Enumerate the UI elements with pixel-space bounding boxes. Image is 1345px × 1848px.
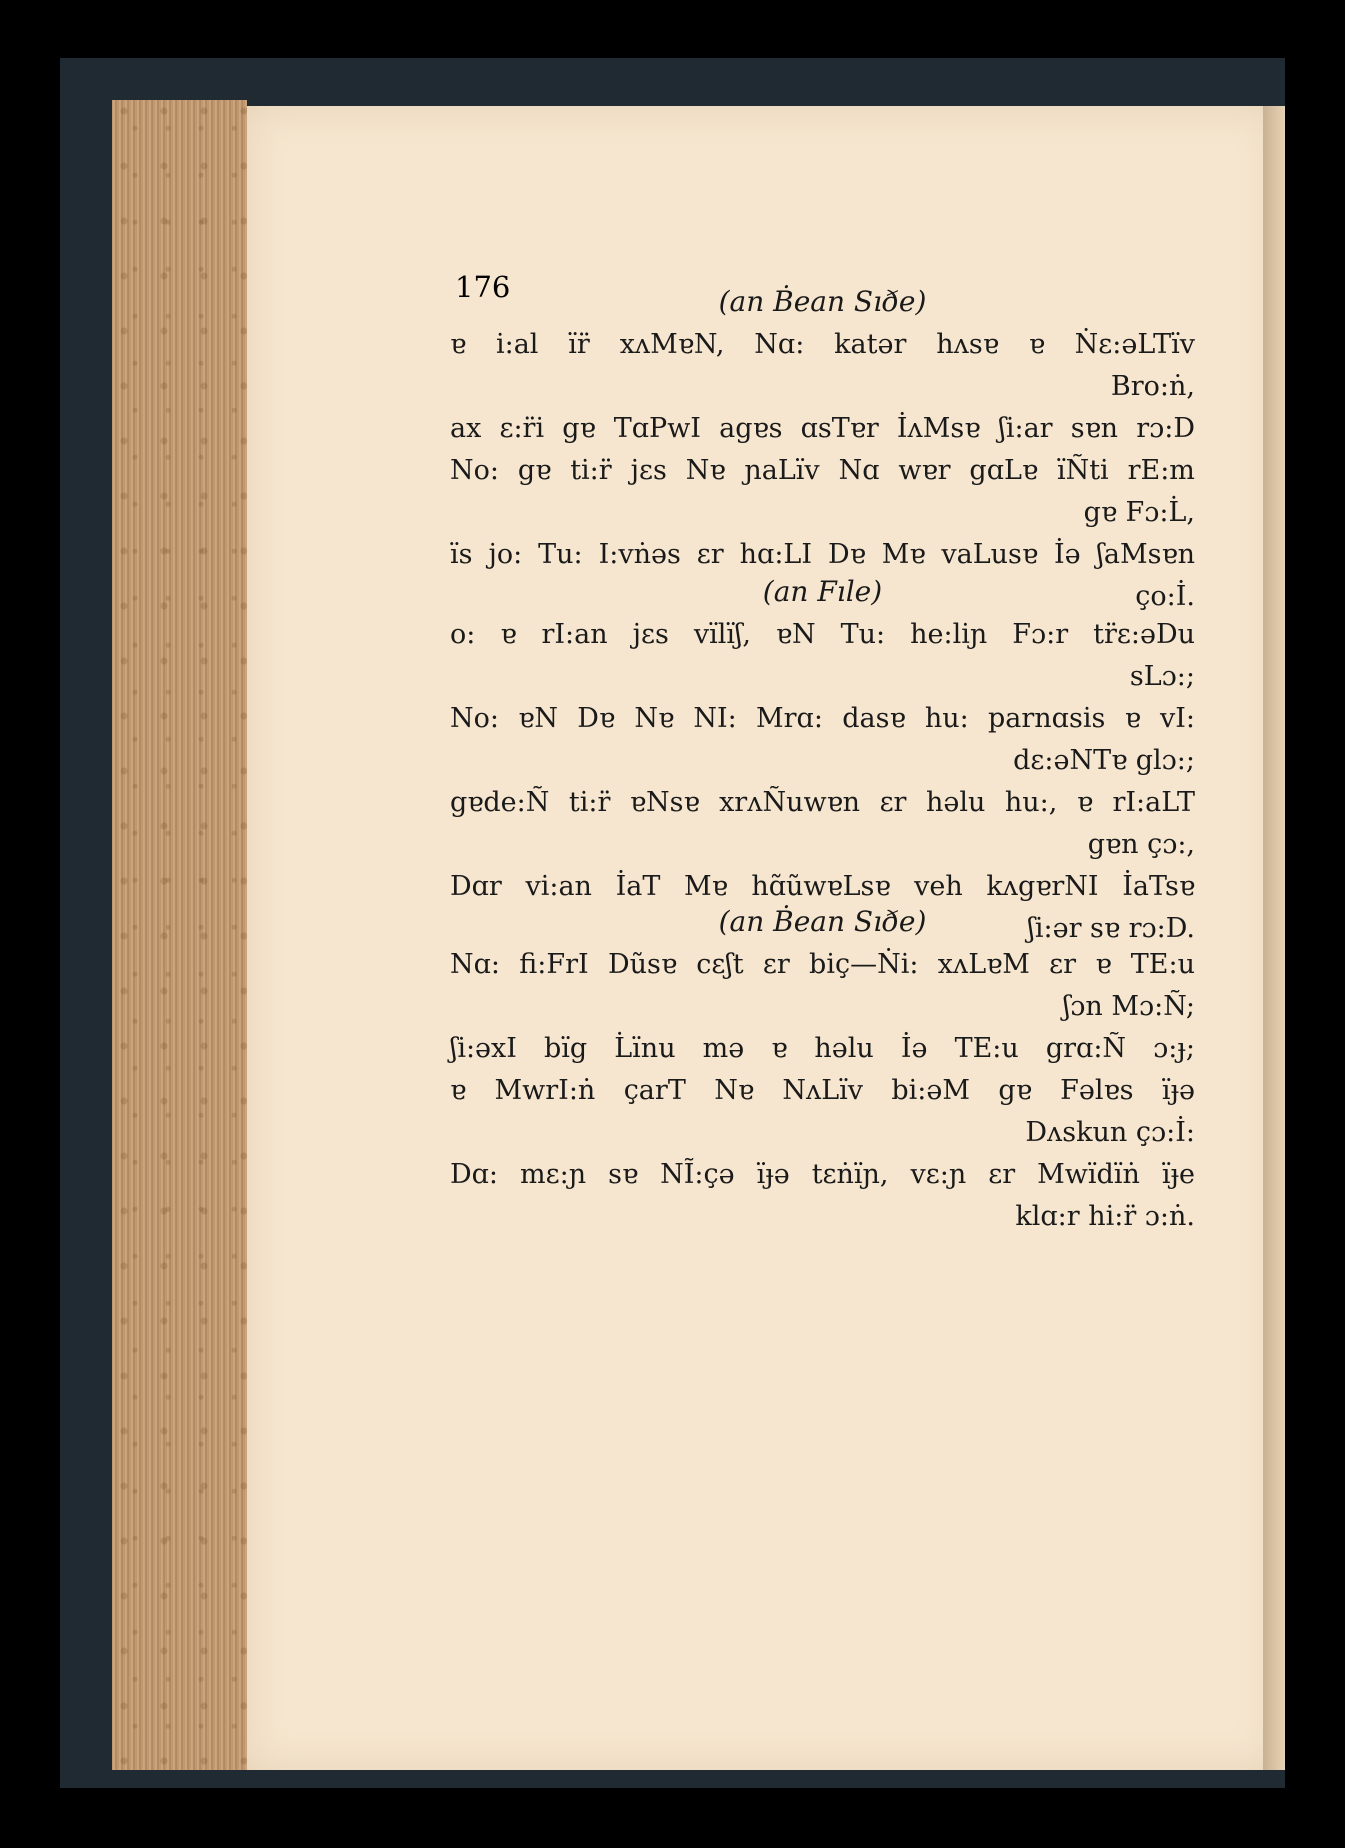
verse-word: vi:an bbox=[525, 871, 592, 902]
verse-word: NI: bbox=[693, 703, 737, 734]
verse-word: sɐ bbox=[608, 1159, 639, 1190]
section-2 bbox=[450, 570, 1195, 950]
verse-word: Dɑ: bbox=[450, 1159, 499, 1190]
verse-word: mə bbox=[702, 1033, 745, 1064]
verse-word: hɑ:LI bbox=[739, 539, 813, 570]
verse-word: ʃi:ar bbox=[998, 413, 1053, 444]
verse-word: rɔ:D bbox=[1136, 413, 1195, 444]
verse-word: No: bbox=[450, 455, 499, 486]
verse-continuation: ço:İ. bbox=[1135, 581, 1195, 612]
verse-continuation: gɐn çɔ:, bbox=[1087, 829, 1195, 860]
section-heading: (an Fıle) bbox=[762, 575, 883, 608]
verse-word: gɐ bbox=[998, 1075, 1032, 1106]
verse-word: xʌMɐN, bbox=[619, 329, 725, 360]
verse-word: xrʌÑuwɐn bbox=[719, 787, 861, 818]
verse-word: gɐ bbox=[517, 455, 552, 486]
verse-word: həlu bbox=[814, 1033, 874, 1064]
verse-word: Tu: bbox=[840, 619, 886, 650]
verse-word: Ṅɛ:əLTïv bbox=[1074, 329, 1195, 360]
verse-word: ɐ bbox=[500, 619, 517, 650]
verse-continuation: Dʌskun çɔ:İ: bbox=[1025, 1117, 1195, 1148]
verse-word: Nɐ bbox=[714, 1075, 754, 1106]
verse-line bbox=[450, 450, 1195, 534]
verse-word: İaTsɐ bbox=[1122, 871, 1195, 902]
verse-word: jɛs bbox=[632, 619, 669, 650]
verse-word: rI:aLT bbox=[1112, 787, 1195, 818]
verse-word: ɐ bbox=[450, 329, 467, 360]
verse-word: İʌMsɐ bbox=[896, 413, 981, 444]
verse-word: vI: bbox=[1159, 703, 1195, 734]
verse-word: vïlïʃ, bbox=[693, 619, 751, 650]
verse-word: ɛr bbox=[988, 1159, 1016, 1190]
verse-word: agɐs bbox=[719, 413, 783, 444]
verse-line bbox=[450, 408, 1195, 450]
verse-word: gɑLɐ bbox=[969, 455, 1039, 486]
page-gutter bbox=[1263, 106, 1285, 1770]
verse-word: jɛs bbox=[630, 455, 667, 486]
verse-word: Mɐ bbox=[683, 871, 728, 902]
verse-word: grɑ:Ñ bbox=[1045, 1033, 1127, 1064]
verse-word: ax bbox=[450, 413, 482, 444]
verse-word: çarT bbox=[623, 1075, 686, 1106]
verse-word: ɐ bbox=[771, 1033, 788, 1064]
verse-word: L̇ïnu bbox=[614, 1033, 676, 1064]
verse-word: parnɑsis bbox=[988, 703, 1106, 734]
verse-line bbox=[450, 1070, 1195, 1154]
verse-word: Mrɑ: bbox=[756, 703, 823, 734]
verse-line bbox=[450, 1154, 1195, 1238]
verse-word: Mwïdïṅ bbox=[1037, 1159, 1140, 1190]
verse-word: hʌsɐ bbox=[936, 329, 999, 360]
section-3 bbox=[450, 900, 1195, 1238]
verse-word: TE:u bbox=[1130, 949, 1195, 980]
verse-word: Dɐ bbox=[577, 703, 616, 734]
verse-word: I:vṅəs bbox=[598, 539, 681, 570]
verse-line bbox=[450, 944, 1195, 1028]
verse-word: ïr̈ bbox=[568, 329, 590, 360]
verse-word: No: bbox=[450, 703, 499, 734]
verse-word: kʌgɐrNI bbox=[986, 871, 1099, 902]
verse-word: ɛ:r̈i bbox=[499, 413, 545, 444]
verse-word: həlu bbox=[925, 787, 986, 818]
verse-word: Nɑ: bbox=[754, 329, 805, 360]
verse-line bbox=[450, 614, 1195, 698]
verse-word: Nɑ: bbox=[450, 949, 501, 980]
verse-word: fi:FrI bbox=[519, 949, 589, 980]
verse-word: İaT bbox=[615, 871, 661, 902]
verse-word: o: bbox=[450, 619, 476, 650]
verse-word: mɛ:ɲ bbox=[520, 1159, 587, 1190]
verse-word: ïɟə bbox=[1161, 1075, 1195, 1106]
page-edges bbox=[112, 100, 247, 1770]
verse-continuation: Bro:ṅ, bbox=[1110, 371, 1195, 402]
verse-line bbox=[450, 782, 1195, 866]
verse-word: TE:u bbox=[954, 1033, 1019, 1064]
verse-word: ɔ:ɟ; bbox=[1153, 1033, 1195, 1064]
verse-word: dasɐ bbox=[842, 703, 906, 734]
verse-continuation: gɐ Fɔ:L̇, bbox=[1083, 497, 1195, 528]
verse-word: ɑsTɐr bbox=[800, 413, 879, 444]
verse-word: gɐ bbox=[562, 413, 596, 444]
verse-word: sɐn bbox=[1070, 413, 1119, 444]
verse-word: Dɐ bbox=[827, 539, 866, 570]
verse-word: katər bbox=[834, 329, 907, 360]
section-heading: (an Ḃean Sıðe) bbox=[718, 285, 927, 318]
verse-word: Nɑ bbox=[838, 455, 880, 486]
verse-word: Mɐ bbox=[881, 539, 926, 570]
verse-word: Dɑr bbox=[450, 871, 502, 902]
verse-word: vɛ:ɲ bbox=[910, 1159, 967, 1190]
verse-word: TɑPwI bbox=[613, 413, 701, 444]
verse-word: i:al bbox=[495, 329, 539, 360]
verse-word: ɐN bbox=[518, 703, 558, 734]
verse-word: ɐ bbox=[1076, 787, 1093, 818]
verse-word: ɐNsɐ bbox=[629, 787, 700, 818]
verse-word: ɐ bbox=[1124, 703, 1141, 734]
verse-word: Nɐ bbox=[634, 703, 675, 734]
verse-word: ïÑti bbox=[1056, 455, 1109, 486]
verse-word: ti:r̈ bbox=[570, 455, 612, 486]
verse-word: biç—Ṅi: bbox=[809, 949, 919, 980]
section-heading: (an Ḃean Sıðe) bbox=[718, 905, 927, 938]
verse-word: ɛr bbox=[762, 949, 790, 980]
verse-word: bïg bbox=[543, 1033, 588, 1064]
verse-word: ɐ bbox=[1028, 329, 1045, 360]
verse-word: İə bbox=[1053, 539, 1081, 570]
verse-line bbox=[450, 698, 1195, 782]
verse-word: ïs bbox=[450, 539, 473, 570]
verse-word: Nɐ bbox=[685, 455, 726, 486]
verse-word: jo: bbox=[488, 539, 523, 570]
verse-word: hu: bbox=[924, 703, 969, 734]
verse-word: bi:əM bbox=[891, 1075, 971, 1106]
verse-word: İə bbox=[900, 1033, 928, 1064]
verse-word: tr̈ɛ:əDu bbox=[1093, 619, 1195, 650]
verse-word: MwrI:ṅ bbox=[494, 1075, 596, 1106]
verse-word: hɑ̃ũwɐLsɐ bbox=[751, 871, 891, 902]
verse-word: vaLusɐ bbox=[941, 539, 1039, 570]
verse-word: he:liɲ bbox=[910, 619, 988, 650]
verse-word: gɐde:Ñ bbox=[450, 787, 550, 818]
section-1 bbox=[450, 280, 1195, 618]
verse-line bbox=[450, 324, 1195, 408]
verse-word: NĨ:çə bbox=[660, 1159, 735, 1190]
verse-word: tɛṅïɲ, bbox=[811, 1159, 889, 1190]
verse-word: xʌLɐM bbox=[937, 949, 1030, 980]
verse-word: rI:an bbox=[541, 619, 608, 650]
verse-word: rE:m bbox=[1127, 455, 1195, 486]
verse-line bbox=[450, 1028, 1195, 1070]
verse-word: Tu: bbox=[538, 539, 583, 570]
verse-word: NʌLïv bbox=[782, 1075, 864, 1106]
verse-continuation: ʃɔn Mɔ:Ñ; bbox=[1062, 991, 1195, 1022]
page-number: 176 bbox=[455, 270, 511, 304]
verse-continuation: ʃi:ər sɐ rɔ:D. bbox=[1027, 913, 1195, 944]
verse-word: ɛr bbox=[1049, 949, 1077, 980]
verse-word: ïɟe bbox=[1161, 1159, 1195, 1190]
verse-word: ɐ bbox=[450, 1075, 467, 1106]
verse-word: hu:, bbox=[1004, 787, 1058, 818]
verse-word: wɐr bbox=[898, 455, 951, 486]
verse-word: Fɔ:r bbox=[1012, 619, 1069, 650]
verse-word: Fəlɐs bbox=[1060, 1075, 1134, 1106]
verse-continuation: klɑ:r hi:r̈ ɔ:ṅ. bbox=[1015, 1201, 1195, 1232]
verse-word: cɛʃt bbox=[696, 949, 744, 980]
verse-word: ti:r̈ bbox=[568, 787, 611, 818]
verse-word: ʃaMsɐn bbox=[1096, 539, 1195, 570]
verse-word: ïɟə bbox=[756, 1159, 790, 1190]
verse-continuation: sLɔ:; bbox=[1129, 661, 1195, 692]
verse-word: ʃi:əxI bbox=[450, 1033, 517, 1064]
verse-word: ɛr bbox=[696, 539, 724, 570]
verse-continuation: dɛ:əNTɐ glɔ:; bbox=[1013, 745, 1195, 776]
verse-word: ɲaLïv bbox=[744, 455, 820, 486]
verse-word: ɐ bbox=[1095, 949, 1112, 980]
verse-word: Dũsɐ bbox=[608, 949, 677, 980]
verse-word: veh bbox=[914, 871, 963, 902]
verse-word: ɛr bbox=[879, 787, 907, 818]
verse-word: ɐN bbox=[775, 619, 816, 650]
